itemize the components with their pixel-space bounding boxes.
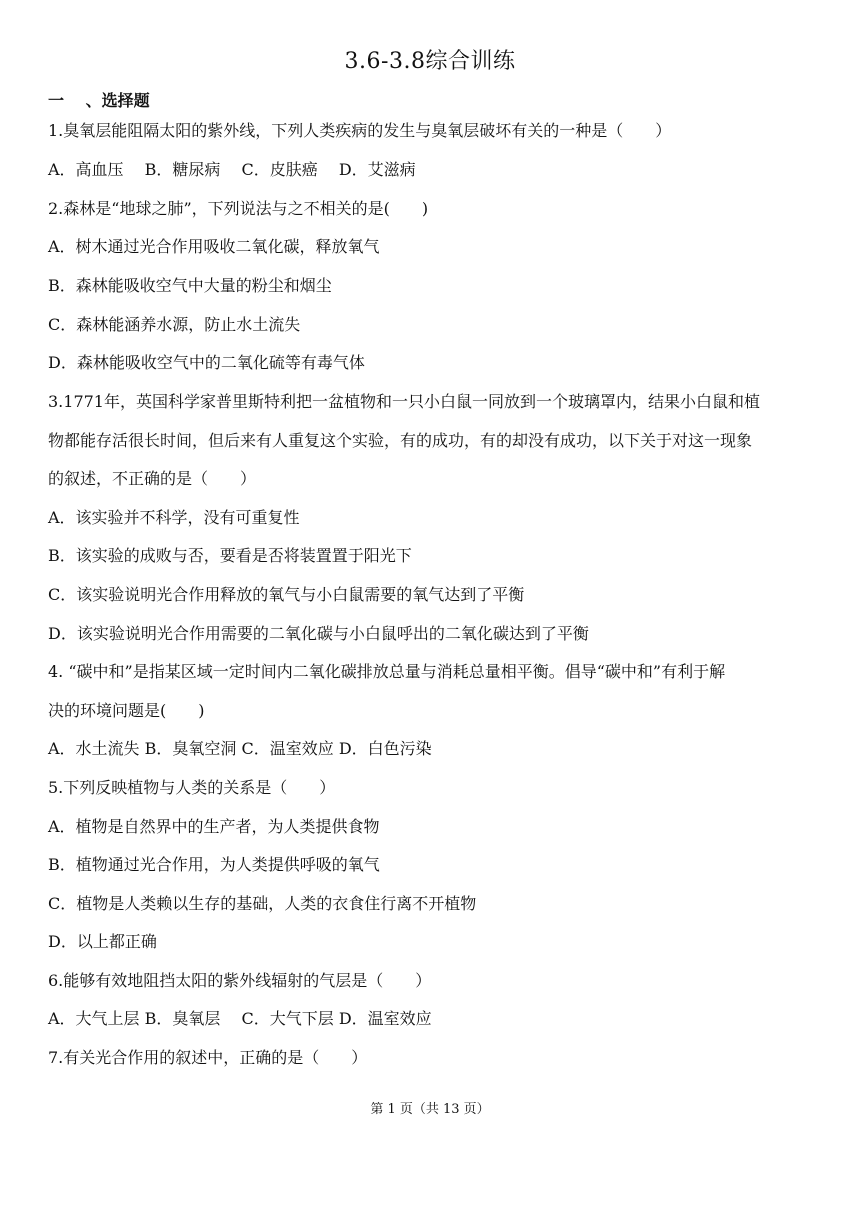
text-line: C．植物是人类赖以生存的基础，人类的衣食住行离不开植物 [48,894,477,913]
document-title: 3.6-3.8综合训练 [344,49,516,74]
text-line: 3.1771年，英国科学家普里斯特利把一盆植物和一只小白鼠一同放到一个玻璃罩内，结果小白鼠和植 [48,392,760,411]
section-heading: 一 、选择题 [48,91,150,110]
text-line: 2.森林是“地球之肺”，下列说法与之不相关的是( ) [48,199,429,218]
text-line: B．植物通过光合作用，为人类提供呼吸的氧气 [48,855,380,874]
text-line: B．森林能吸收空气中大量的粉尘和烟尘 [48,276,332,295]
text-line: D．该实验说明光合作用需要的二氧化碳与小白鼠呼出的二氧化碳达到了平衡 [48,624,589,643]
text-line: 6.能够有效地阻挡太阳的紫外线辐射的气层是（ ） [48,971,432,990]
text-line: 物都能存活很长时间，但后来有人重复这个实验，有的成功，有的却没有成功，以下关于对这一现象 [48,431,753,450]
text-line: A．植物是自然界中的生产者，为人类提供食物 [48,817,380,836]
text-line: 决的环境问题是( ) [48,701,205,720]
text-line: 的叙述，不正确的是（ ） [48,469,257,488]
text-line: B．该实验的成败与否，要看是否将装置置于阳光下 [48,546,412,565]
text-line: D．森林能吸收空气中的二氧化硫等有毒气体 [48,353,365,372]
text-line: A．高血压 B．糖尿病 C．皮肤癌 D．艾滋病 [48,160,416,179]
text-line: D．以上都正确 [48,932,157,951]
text-line: 1.臭氧层能阻隔太阳的紫外线，下列人类疾病的发生与臭氧层破坏有关的一种是（ ） [48,121,672,140]
text-line: C．该实验说明光合作用释放的氧气与小白鼠需要的氧气达到了平衡 [48,585,525,604]
text-line: A．树木通过光合作用吸收二氧化碳，释放氧气 [48,237,380,256]
text-line: A．该实验并不科学，没有可重复性 [48,508,300,527]
text-line: 5.下列反映植物与人类的关系是（ ） [48,778,336,797]
text-line: 4. “碳中和”是指某区域一定时间内二氧化碳排放总量与消耗总量相平衡。倡导“碳中和”有利于解 [48,662,726,681]
text-line: A．水土流失 B．臭氧空洞 C．温室效应 D．白色污染 [48,739,432,758]
text-line: C．森林能涵养水源，防止水土流失 [48,315,301,334]
text-line: 7.有关光合作用的叙述中，正确的是（ ） [48,1048,368,1067]
text-line: A．大气上层 B．臭氧层 C．大气下层 D．温室效应 [48,1009,432,1028]
page-footer: 第 1 页（共 13 页） [370,1102,490,1117]
